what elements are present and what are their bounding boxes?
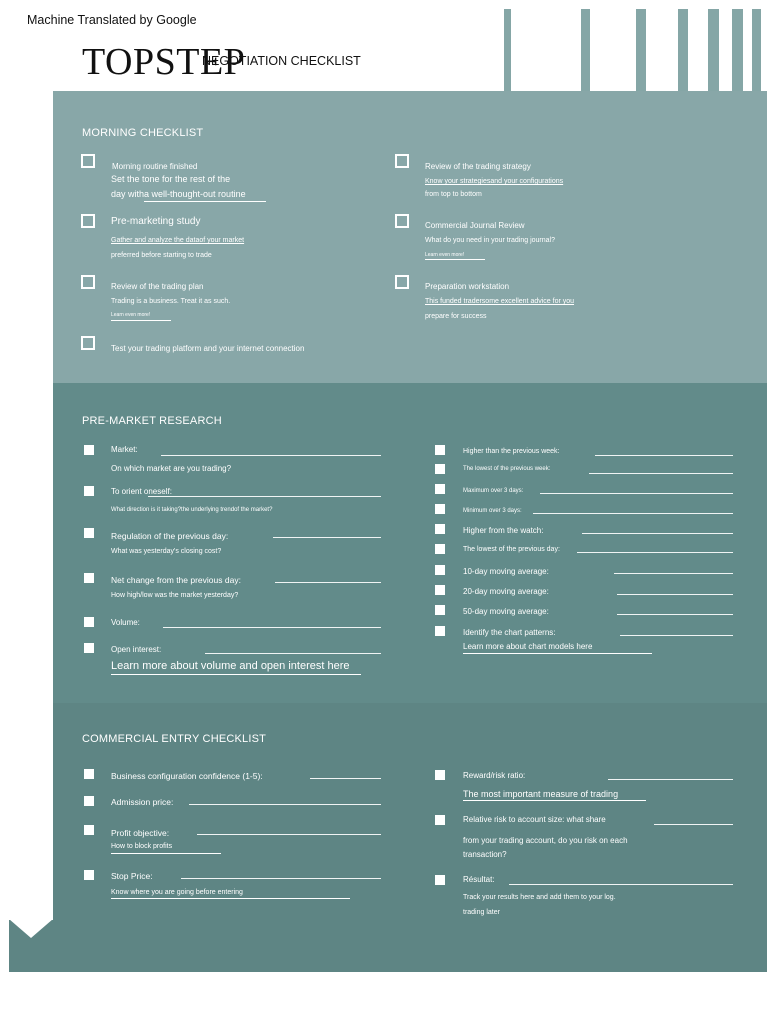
market-hint: On which market are you trading? <box>111 464 232 473</box>
profit-target-checkbox[interactable] <box>84 825 94 835</box>
machine-translation-note: Machine Translated by Google <box>27 13 197 27</box>
chart-patterns-field[interactable] <box>620 635 733 636</box>
decor-bar <box>504 9 511 91</box>
corner-notch <box>9 919 53 939</box>
link-underline <box>111 320 171 321</box>
overnight-high-checkbox[interactable] <box>435 524 445 534</box>
decor-bar <box>708 9 719 91</box>
overnight-high-label: Higher from the watch: <box>463 526 544 535</box>
decor-bar <box>732 9 743 91</box>
link-underline <box>144 201 266 202</box>
trading-strategy-review-label: Review of the trading strategy <box>425 162 531 171</box>
strategy-configurations-link[interactable]: Know your strategiesand your configurations <box>425 178 564 185</box>
relative-risk-field[interactable] <box>654 824 733 825</box>
journal-review-line: What do you need in your trading journal? <box>425 237 555 244</box>
pre-marketing-study-checkbox[interactable] <box>81 214 95 228</box>
chart-patterns-checkbox[interactable] <box>435 626 445 636</box>
result-hint-cont: trading later <box>463 909 500 916</box>
prev-week-low-field[interactable] <box>589 473 733 474</box>
net-change-hint: How high/low was the market yesterday? <box>111 592 239 599</box>
prev-week-low-label: The lowest of the previous week: <box>463 466 551 472</box>
three-day-low-label: Minimum over 3 days: <box>463 508 522 514</box>
pre-market-research-title: PRE-MARKET RESEARCH <box>82 415 222 427</box>
pre-marketing-study-label: Pre-marketing study <box>111 216 201 227</box>
relative-risk-checkbox[interactable] <box>435 815 445 825</box>
profit-target-field[interactable] <box>197 834 381 835</box>
lock-profits-link[interactable]: How to block profits <box>111 843 173 850</box>
trading-strategy-review-checkbox[interactable] <box>395 154 409 168</box>
market-field[interactable] <box>161 455 381 456</box>
workstation-prep-checkbox[interactable] <box>395 275 409 289</box>
volume-open-interest-link[interactable]: Learn more about volume and open interest here <box>111 660 350 672</box>
ma10-checkbox[interactable] <box>435 565 445 575</box>
stop-price-label: Stop Price: <box>111 871 153 881</box>
setup-confidence-checkbox[interactable] <box>84 769 94 779</box>
volume-checkbox[interactable] <box>84 617 94 627</box>
relative-risk-hint-cont: transaction? <box>463 850 507 859</box>
link-underline <box>463 800 646 801</box>
three-day-high-label: Maximum over 3 days: <box>463 488 524 494</box>
prior-day-settlement-field[interactable] <box>273 537 381 538</box>
overnight-high-field[interactable] <box>582 533 733 534</box>
decor-bar <box>581 9 590 91</box>
stop-price-checkbox[interactable] <box>84 870 94 880</box>
reward-risk-field[interactable] <box>608 779 733 780</box>
prev-day-low-label: The lowest of the previous day: <box>463 546 560 553</box>
stop-price-field[interactable] <box>181 878 381 879</box>
morning-routine-checkbox[interactable] <box>81 154 95 168</box>
result-hint: Track your results here and add them to your log. <box>463 894 616 901</box>
reward-risk-checkbox[interactable] <box>435 770 445 780</box>
entry-price-field[interactable] <box>189 804 381 805</box>
profit-target-label: Profit objective: <box>111 828 170 838</box>
know-where-going-link[interactable]: Know where you are going before entering <box>111 889 243 896</box>
learn-more-link[interactable]: Learn even more! <box>425 252 465 258</box>
orientation-field[interactable] <box>148 496 381 497</box>
three-day-low-field[interactable] <box>533 513 733 514</box>
prev-week-high-field[interactable] <box>595 455 733 456</box>
morning-routine-line: day witha well-thought-out routine <box>111 189 246 199</box>
link-underline <box>111 853 221 854</box>
chart-patterns-label: Identify the chart patterns: <box>463 628 556 637</box>
prev-week-low-checkbox[interactable] <box>435 464 445 474</box>
net-change-field[interactable] <box>275 582 381 583</box>
result-label: Résultat: <box>463 875 495 884</box>
net-change-label: Net change from the previous day: <box>111 575 241 585</box>
open-interest-label: Open interest: <box>111 645 162 654</box>
trade-entry-title: COMMERCIAL ENTRY CHECKLIST <box>82 733 267 745</box>
link-underline <box>425 259 485 260</box>
journal-review-label: Commercial Journal Review <box>425 221 525 230</box>
prev-week-high-label: Higher than the previous week: <box>463 448 560 455</box>
journal-review-checkbox[interactable] <box>395 214 409 228</box>
trading-plan-review-checkbox[interactable] <box>81 275 95 289</box>
prior-day-settlement-hint: What was yesterday's closing cost? <box>111 548 222 555</box>
volume-field[interactable] <box>163 627 381 628</box>
setup-confidence-field[interactable] <box>310 778 381 779</box>
result-checkbox[interactable] <box>435 875 445 885</box>
relative-risk-hint: from your trading account, do you risk on each <box>463 836 628 845</box>
decor-bar <box>678 9 688 91</box>
platform-test-checkbox[interactable] <box>81 336 95 350</box>
decor-bar <box>752 9 761 91</box>
funded-trader-advice-link[interactable]: This funded tradersome excellent advice for you <box>425 298 575 305</box>
trading-plan-review-label: Review of the trading plan <box>111 282 204 291</box>
orientation-hint: What direction is it taking?the underlying trendof the market? <box>111 507 273 513</box>
learn-more-link[interactable]: Learn even more! <box>111 312 151 318</box>
open-interest-field[interactable] <box>205 653 381 654</box>
brand-logo: TOPSTEP <box>82 41 246 83</box>
workstation-prep-line: prepare for success <box>425 313 487 320</box>
trade-entry-section-base <box>9 920 767 972</box>
decor-bar <box>636 9 646 91</box>
important-measure-link[interactable]: The most important measure of trading <box>463 789 619 799</box>
open-interest-checkbox[interactable] <box>84 643 94 653</box>
entry-price-label: Admission price: <box>111 797 174 807</box>
setup-confidence-label: Business configuration confidence (1-5): <box>111 771 263 781</box>
gather-data-link[interactable]: Gather and analyze the dataof your market <box>111 237 245 244</box>
ma10-label: 10-day moving average: <box>463 567 549 576</box>
relative-risk-label: Relative risk to account size: what share <box>463 815 606 824</box>
three-day-low-checkbox[interactable] <box>435 504 445 514</box>
orientation-label: To orient oneself: <box>111 487 172 496</box>
ma20-label: 20-day moving average: <box>463 587 549 596</box>
link-underline <box>463 653 652 654</box>
trading-strategy-review-line: from top to bottom <box>425 191 482 198</box>
entry-price-checkbox[interactable] <box>84 796 94 806</box>
prev-day-low-field[interactable] <box>577 552 733 553</box>
workstation-prep-label: Preparation workstation <box>425 282 510 291</box>
pre-marketing-study-line: preferred before starting to trade <box>111 252 212 259</box>
orientation-checkbox[interactable] <box>84 486 94 496</box>
pre-market-research-section <box>53 383 767 703</box>
trading-plan-review-line: Trading is a business. Treat it as such. <box>111 298 231 305</box>
ma50-label: 50-day moving average: <box>463 607 549 616</box>
morning-routine-line: Set the tone for the rest of the <box>111 174 231 184</box>
ma50-checkbox[interactable] <box>435 605 445 615</box>
market-checkbox[interactable] <box>84 445 94 455</box>
morning-routine-label: Morning routine finished <box>112 162 198 171</box>
market-label: Market: <box>111 445 138 454</box>
link-underline <box>111 674 361 675</box>
three-day-high-checkbox[interactable] <box>435 484 445 494</box>
ma20-checkbox[interactable] <box>435 585 445 595</box>
ma10-field[interactable] <box>614 573 733 574</box>
platform-test-label: Test your trading platform and your internet connection <box>111 344 305 353</box>
chart-models-link[interactable]: Learn more about chart models here <box>463 642 593 651</box>
volume-label: Volume: <box>111 618 140 627</box>
prev-day-low-checkbox[interactable] <box>435 544 445 554</box>
prior-day-settlement-checkbox[interactable] <box>84 528 94 538</box>
reward-risk-label: Reward/risk ratio: <box>463 771 526 780</box>
morning-checklist-title: MORNING CHECKLIST <box>82 127 204 139</box>
ma50-field[interactable] <box>617 614 733 615</box>
net-change-checkbox[interactable] <box>84 573 94 583</box>
ma20-field[interactable] <box>617 594 733 595</box>
prev-week-high-checkbox[interactable] <box>435 445 445 455</box>
prior-day-settlement-label: Regulation of the previous day: <box>111 531 229 541</box>
result-field[interactable] <box>509 884 733 885</box>
three-day-high-field[interactable] <box>540 493 733 494</box>
link-underline <box>111 898 350 899</box>
page-subtitle: NEGOTIATION CHECKLIST <box>202 54 361 68</box>
